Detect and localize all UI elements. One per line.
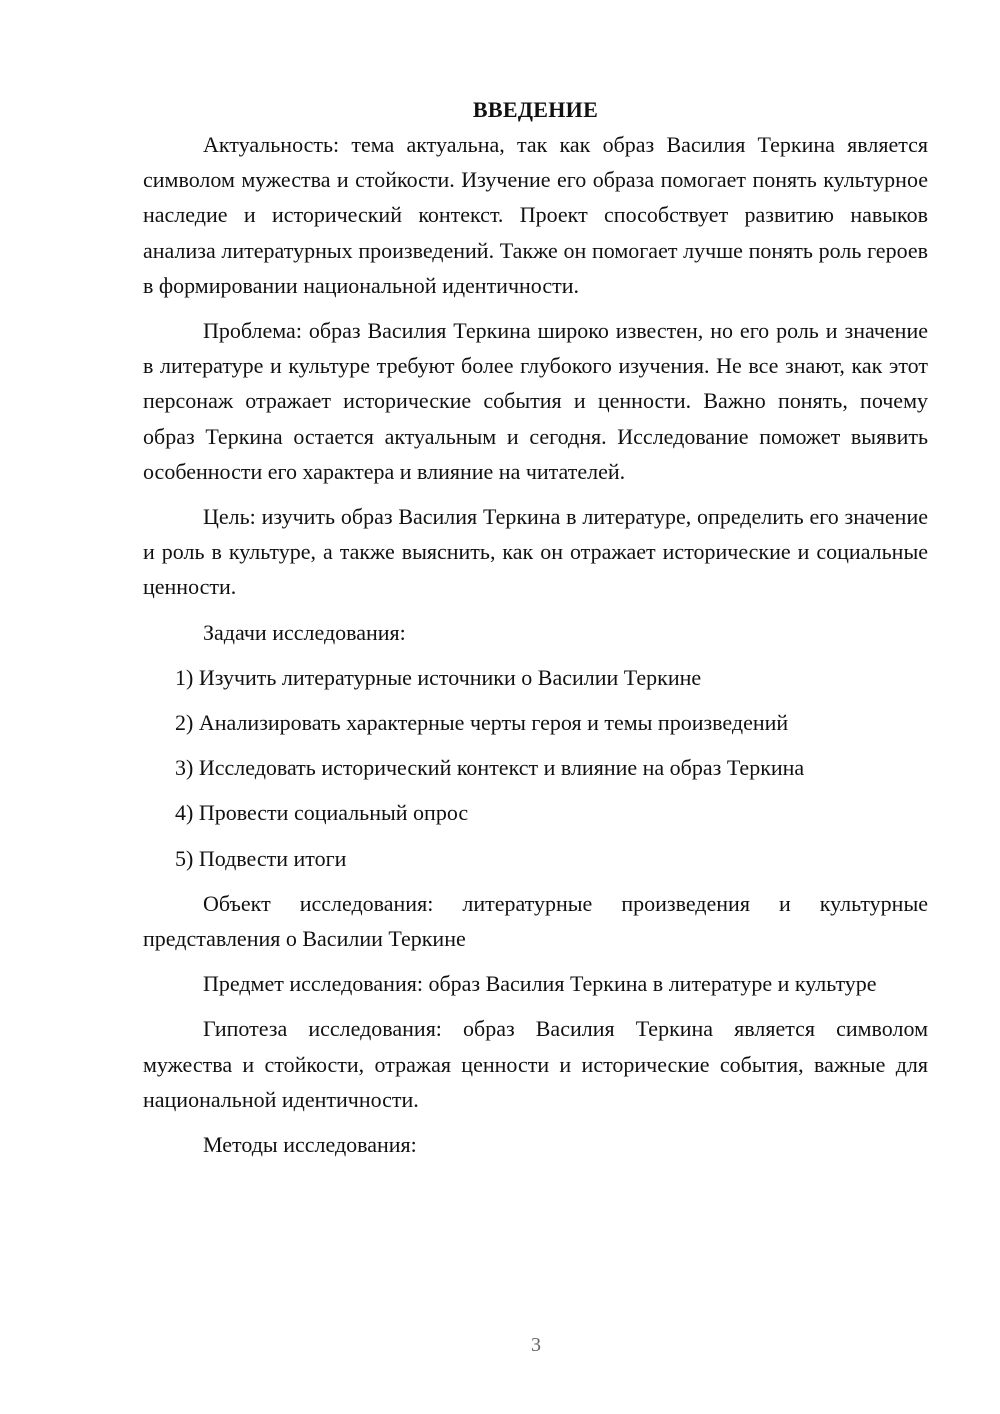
task-item-2: 2) Анализировать характерные черты героя и темы произведений <box>175 710 789 736</box>
paragraph-methods: Методы исследования: <box>203 1132 417 1158</box>
paragraph-object: Объект исследования: литературные произведения и культурные представления о Василии Теркине <box>143 890 928 952</box>
paragraph-problem: Проблема: образ Василия Теркина широко известен, но его роль и значение в литературе и культуре требуют более глубокого изучения. Не все знают, как этот персонаж отражает исторические события и ценности. Важно понять, почему образ Теркина остается актуальным и сегодня. Исследование поможет выявить особенности его характера и влияние на читателей. <box>143 318 928 484</box>
page-number: 3 <box>531 1334 541 1356</box>
task-item-3: 3) Исследовать исторический контекст и влияние на образ Теркина <box>175 755 805 781</box>
task-item-4: 4) Провести социальный опрос <box>175 800 469 826</box>
paragraph-tasks-heading: Задачи исследования: <box>203 619 406 645</box>
document-body <box>143 92 928 1162</box>
task-item-5: 5) Подвести итоги <box>175 845 347 871</box>
paragraph-hypothesis: Гипотеза исследования: образ Василия Теркина является символом мужества и стойкости, отражая ценности и исторические события, важные для национальной идентичности. <box>143 1016 928 1112</box>
paragraph-relevance: Актуальность: тема актуальна, так как образ Василия Теркина является символом мужества и стойкости. Изучение его образа помогает понять культурное наследие и исторический контекст. Проект способствует развитию навыков анализа литературных произведений. Также он помогает лучше понять роль героев в формировании национальной идентичности. <box>143 132 928 298</box>
paragraph-goal: Цель: изучить образ Василия Теркина в литературе, определить его значение и роль в культуре, а также выяснить, как он отражает исторические и социальные ценности. <box>143 504 928 600</box>
page-title: ВВЕДЕНИЕ <box>472 97 599 122</box>
task-item-1: 1) Изучить литературные источники о Василии Теркине <box>175 664 702 690</box>
paragraph-subject: Предмет исследования: образ Василия Теркина в литературе и культуре <box>203 971 877 997</box>
